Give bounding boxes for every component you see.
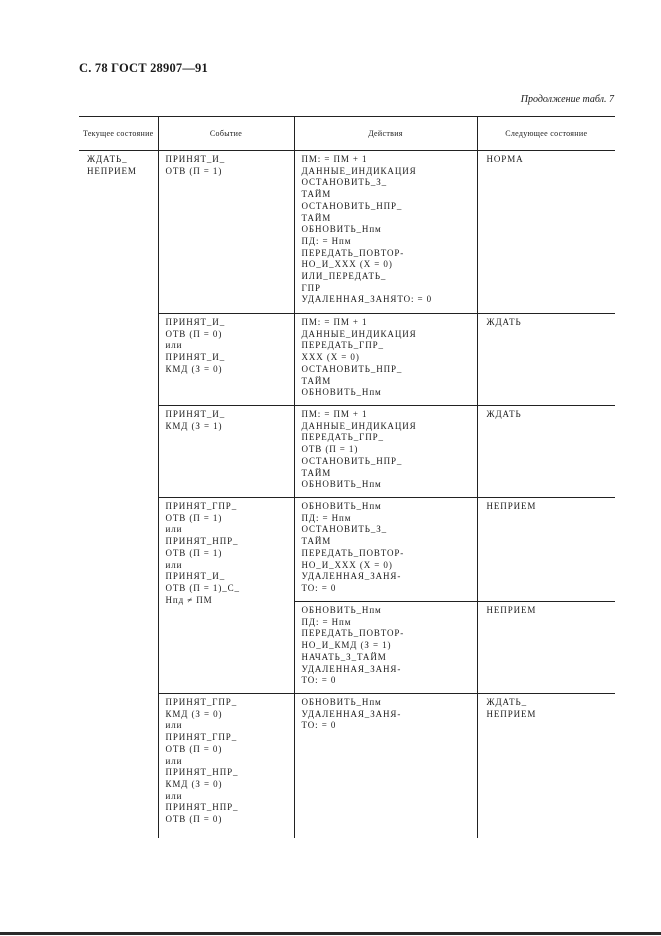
next-state-cell [477,602,615,694]
event-cell [158,406,294,498]
next-state-text: НЕПРИЕМ [486,501,537,511]
event-text: ПРИНЯТ_И_ КМД (З = 1) [165,409,226,431]
next-state-cell [477,406,615,498]
event-text: ПРИНЯТ_ГПР_ ОТВ (П = 1) или ПРИНЯТ_НПР_ ОТВ (П = 1) или ПРИНЯТ_И_ ОТВ (П = 1)_С_ Нпд ≠ ПМ [165,501,240,605]
next-state-cell [477,694,615,838]
actions-cell [294,406,477,498]
actions-text: ПМ: = ПМ + 1 ДАННЫЕ_ИНДИКАЦИЯ ПЕРЕДАТЬ_ГПР_ ОТВ (П = 1) ОСТАНОВИТЬ_НПР_ ТАЙМ ОБНОВИТЬ_Нпм [301,409,417,490]
table-continuation-label: Продолжение табл. 7 [520,94,614,105]
event-text: ПРИНЯТ_ГПР_ КМД (З = 0) или ПРИНЯТ_ГПР_ ОТВ (П = 0) или ПРИНЯТ_НПР_ КМД (З = 0) или ПРИНЯТ_НПР_ ОТВ (П = 0) [165,697,239,825]
event-text: ПРИНЯТ_И_ ОТВ (П = 1) [165,154,226,176]
event-cell [158,151,294,314]
actions-cell [294,314,477,406]
next-state-text: НОРМА [486,154,524,164]
scan-bottom-edge [0,932,661,935]
actions-cell [294,498,477,602]
next-state-text: НЕПРИЕМ [486,605,537,615]
actions-text: ПМ: = ПМ + 1 ДАННЫЕ_ИНДИКАЦИЯ ПЕРЕДАТЬ_ГПР_ XXX (Х = 0) ОСТАНОВИТЬ_НПР_ ТАЙМ ОБНОВИТЬ_Нпм [301,317,417,398]
actions-cell [294,151,477,314]
event-cell [158,314,294,406]
actions-cell [294,694,477,838]
column-header-current-state: Текущее состояние [79,117,158,151]
actions-cell [294,602,477,694]
next-state-text: ЖДАТЬ [486,409,522,419]
next-state-text: ЖДАТЬ [486,317,522,327]
page-header: С. 78 ГОСТ 28907—91 [79,61,208,75]
actions-text: ОБНОВИТЬ_Нпм УДАЛЕННАЯ_ЗАНЯ- ТО: = 0 [301,697,402,731]
event-cell [158,694,294,838]
column-header-event: Событие [158,117,294,151]
event-cell [158,498,294,694]
actions-text: ОБНОВИТЬ_Нпм ПД: = Нпм ПЕРЕДАТЬ_ПОВТОР- НО_И_КМД (З = 1) НАЧАТЬ_З_ТАЙМ УДАЛЕННАЯ_ЗАНЯ- ТО: = 0 [301,605,405,686]
next-state-cell [477,151,615,314]
column-header-next-state: Следующее состояние [477,117,615,151]
current-state-text: ЖДАТЬ_ НЕПРИЕМ [87,154,137,176]
event-text: ПРИНЯТ_И_ ОТВ (П = 0) или ПРИНЯТ_И_ КМД (З = 0) [165,317,226,374]
current-state-cell [79,151,158,838]
actions-text: ПМ: = ПМ + 1 ДАННЫЕ_ИНДИКАЦИЯ ОСТАНОВИТЬ_З_ ТАЙМ ОСТАНОВИТЬ_НПР_ ТАЙМ ОБНОВИТЬ_Нпм ПД: = Нпм ПЕРЕДАТЬ_ПОВТОР- НО_И_XXX (Х = 0) ИЛИ_ПЕРЕДАТЬ_ ГПР УДАЛЕННАЯ_ЗАНЯТО: = 0 [301,154,433,305]
actions-text: ОБНОВИТЬ_Нпм ПД: = Нпм ОСТАНОВИТЬ_З_ ТАЙМ ПЕРЕДАТЬ_ПОВТОР- НО_И_XXX (Х = 0) УДАЛЕННАЯ_ЗАНЯ- ТО: = 0 [301,501,405,593]
next-state-cell [477,314,615,406]
next-state-cell [477,498,615,602]
column-header-actions: Действия [294,117,477,151]
state-transition-table [79,116,615,838]
next-state-text: ЖДАТЬ_ НЕПРИЕМ [486,697,537,719]
